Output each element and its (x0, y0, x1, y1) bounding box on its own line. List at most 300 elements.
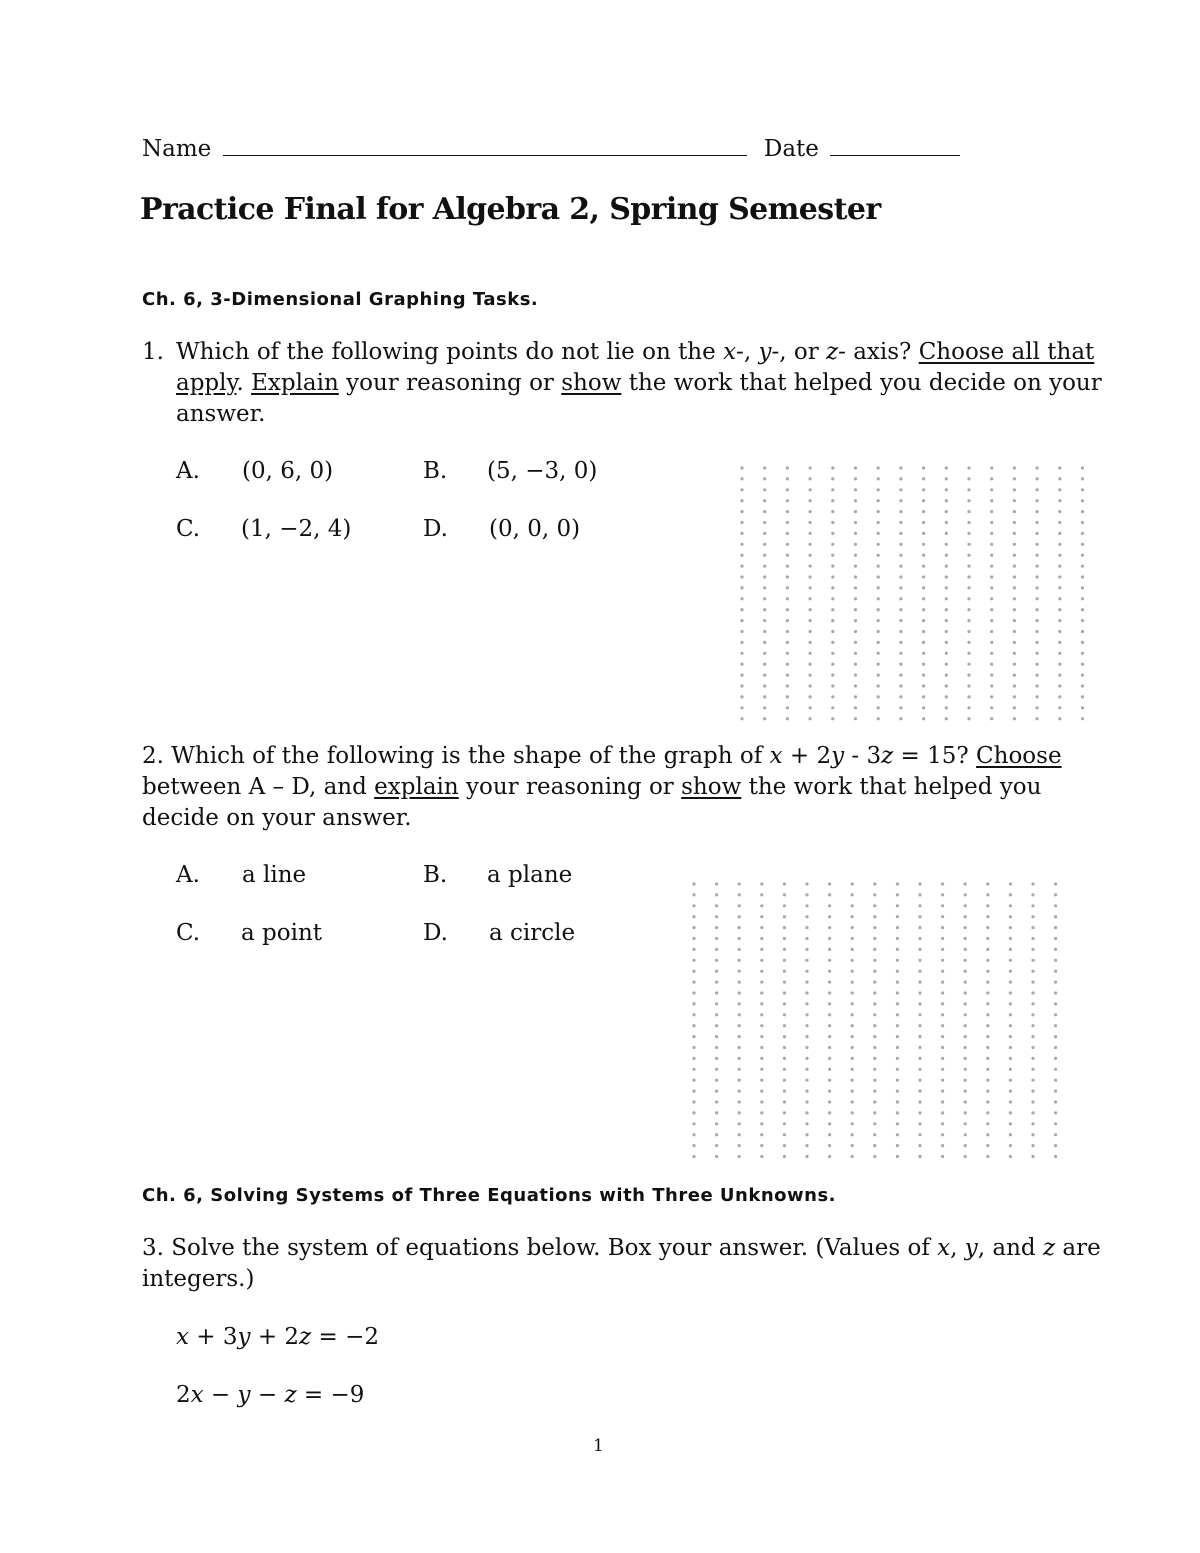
grid-dot (763, 663, 766, 666)
q1-choice-d-letter[interactable]: D. (423, 516, 448, 542)
grid-dot (760, 1002, 763, 1005)
grid-dot (760, 970, 763, 973)
grid-dot (763, 641, 766, 644)
grid-dot (945, 521, 948, 524)
grid-dot (1009, 1155, 1012, 1158)
section-heading-systems: Ch. 6, Solving Systems of Three Equations with Three Unknowns. (142, 1185, 836, 1206)
grid-dot (896, 1068, 899, 1071)
grid-dot (922, 652, 925, 655)
grid-dot (1054, 1024, 1057, 1027)
grid-dot (692, 1035, 695, 1038)
grid-dot (760, 1046, 763, 1049)
grid-dot (964, 1013, 967, 1016)
grid-dot (896, 1155, 899, 1158)
grid-dot (831, 717, 834, 720)
grid-dot (760, 991, 763, 994)
eq-text: 2 (176, 1382, 191, 1408)
grid-dot (1054, 882, 1057, 885)
grid-dot (990, 608, 993, 611)
grid-dot (990, 575, 993, 578)
q2-choice-a-letter[interactable]: A. (176, 862, 200, 888)
q1-text: the work that helped you decide on your (621, 370, 1102, 396)
grid-dot (740, 477, 743, 480)
eq-text: − (203, 1382, 238, 1408)
grid-dot (922, 543, 925, 546)
grid-dot (990, 543, 993, 546)
grid-dot (873, 1013, 876, 1016)
grid-dot (1009, 893, 1012, 896)
q2-choice-c-letter[interactable]: C. (176, 920, 201, 946)
grid-dot (1054, 893, 1057, 896)
grid-dot (1058, 532, 1061, 535)
grid-dot (945, 652, 948, 655)
grid-dot (809, 597, 812, 600)
grid-dot (922, 608, 925, 611)
grid-dot (760, 959, 763, 962)
q2-line2 (142, 772, 1041, 803)
grid-dot (1031, 1144, 1034, 1147)
grid-dot (828, 1002, 831, 1005)
grid-dot (760, 1068, 763, 1071)
grid-dot (1031, 970, 1034, 973)
grid-dot (783, 1035, 786, 1038)
grid-dot (763, 543, 766, 546)
grid-dot (1031, 915, 1034, 918)
grid-dot (763, 608, 766, 611)
grid-dot (873, 959, 876, 962)
grid-dot (1013, 608, 1016, 611)
grid-dot (828, 1155, 831, 1158)
grid-dot (805, 1133, 808, 1136)
q2-line1 (142, 741, 1062, 772)
grid-dot (760, 1144, 763, 1147)
q1-line3: answer. (176, 401, 266, 427)
q3-text: are (1055, 1235, 1101, 1261)
grid-dot (873, 1079, 876, 1082)
grid-dot (1081, 684, 1084, 687)
var-y: y (237, 1382, 251, 1408)
grid-dot (760, 1100, 763, 1103)
grid-dot (738, 1013, 741, 1016)
grid-dot (851, 1002, 854, 1005)
q2-instruction-show: show (681, 774, 742, 800)
grid-dot (945, 641, 948, 644)
grid-dot (967, 674, 970, 677)
grid-dot (896, 959, 899, 962)
grid-dot (1054, 1035, 1057, 1038)
grid-dot (783, 1155, 786, 1158)
grid-dot (899, 608, 902, 611)
grid-dot (922, 674, 925, 677)
grid-dot (1058, 565, 1061, 568)
grid-dot (809, 477, 812, 480)
grid-dot (786, 663, 789, 666)
grid-dot (809, 695, 812, 698)
grid-dot (945, 510, 948, 513)
dot-grid-q1[interactable] (730, 460, 1102, 728)
q1-choice-d-value: (0, 0, 0) (489, 516, 581, 542)
grid-dot (854, 521, 857, 524)
grid-dot (786, 652, 789, 655)
grid-dot (1058, 695, 1061, 698)
grid-dot (738, 970, 741, 973)
grid-dot (990, 488, 993, 491)
grid-dot (692, 1144, 695, 1147)
grid-dot (1081, 619, 1084, 622)
grid-dot (760, 1013, 763, 1016)
grid-dot (805, 948, 808, 951)
grid-dot (990, 466, 993, 469)
grid-dot (1013, 499, 1016, 502)
grid-dot (873, 981, 876, 984)
grid-dot (964, 991, 967, 994)
grid-dot (873, 937, 876, 940)
q1-text: . (236, 370, 252, 396)
grid-dot (783, 882, 786, 885)
q1-text: your reasoning or (338, 370, 562, 396)
grid-dot (738, 893, 741, 896)
grid-dot (945, 575, 948, 578)
grid-dot (941, 1013, 944, 1016)
grid-dot (692, 893, 695, 896)
date-label: Date (763, 136, 819, 162)
grid-dot (1031, 1090, 1034, 1093)
grid-dot (760, 1035, 763, 1038)
grid-dot (896, 893, 899, 896)
grid-dot (828, 991, 831, 994)
grid-dot (1058, 510, 1061, 513)
grid-dot (896, 1046, 899, 1049)
grid-dot (740, 608, 743, 611)
grid-dot (763, 477, 766, 480)
grid-dot (1081, 695, 1084, 698)
grid-dot (877, 488, 880, 491)
grid-dot (990, 663, 993, 666)
grid-dot (918, 937, 921, 940)
grid-dot (851, 1057, 854, 1060)
date-blank[interactable] (830, 133, 960, 156)
grid-dot (783, 1079, 786, 1082)
grid-dot (854, 717, 857, 720)
q1-choice-a-letter[interactable]: A. (176, 458, 200, 484)
grid-dot (1054, 959, 1057, 962)
grid-dot (692, 882, 695, 885)
grid-dot (854, 477, 857, 480)
grid-dot (809, 706, 812, 709)
grid-dot (1054, 904, 1057, 907)
q1-choice-b-letter[interactable]: B. (423, 458, 448, 484)
grid-dot (854, 586, 857, 589)
grid-dot (1058, 554, 1061, 557)
grid-dot (715, 926, 718, 929)
grid-dot (945, 597, 948, 600)
grid-dot (896, 1122, 899, 1125)
grid-dot (986, 915, 989, 918)
grid-dot (1009, 1090, 1012, 1093)
grid-dot (964, 1111, 967, 1114)
grid-dot (1009, 1013, 1012, 1016)
grid-dot (918, 970, 921, 973)
grid-dot (760, 1079, 763, 1082)
grid-dot (918, 1046, 921, 1049)
q1-text: -, (736, 339, 759, 365)
grid-dot (1058, 663, 1061, 666)
grid-dot (1058, 488, 1061, 491)
grid-dot (964, 1155, 967, 1158)
grid-dot (986, 948, 989, 951)
grid-dot (941, 926, 944, 929)
q1-line1 (176, 337, 1094, 368)
grid-dot (964, 1133, 967, 1136)
grid-dot (831, 532, 834, 535)
grid-dot (918, 882, 921, 885)
grid-dot (805, 1046, 808, 1049)
grid-dot (1081, 554, 1084, 557)
q1-text: Which of the following points do not lie on the (176, 339, 724, 365)
grid-dot (1031, 948, 1034, 951)
grid-dot (1009, 1024, 1012, 1027)
grid-dot (783, 1024, 786, 1027)
grid-dot (831, 575, 834, 578)
grid-dot (715, 991, 718, 994)
grid-dot (740, 586, 743, 589)
grid-dot (899, 652, 902, 655)
grid-dot (986, 1133, 989, 1136)
dot-grid-q2[interactable] (684, 876, 1076, 1168)
grid-dot (692, 926, 695, 929)
grid-dot (986, 1035, 989, 1038)
grid-dot (941, 893, 944, 896)
grid-dot (738, 1144, 741, 1147)
grid-dot (1036, 684, 1039, 687)
grid-dot (986, 893, 989, 896)
grid-dot (828, 1144, 831, 1147)
grid-dot (1081, 499, 1084, 502)
q3-line2: integers.) (142, 1266, 255, 1292)
grid-dot (738, 1002, 741, 1005)
q2-choice-b-letter[interactable]: B. (423, 862, 448, 888)
grid-dot (738, 1111, 741, 1114)
grid-dot (805, 1035, 808, 1038)
grid-dot (831, 652, 834, 655)
grid-dot (692, 1079, 695, 1082)
grid-dot (877, 695, 880, 698)
grid-dot (851, 1111, 854, 1114)
grid-dot (990, 684, 993, 687)
grid-dot (873, 1024, 876, 1027)
grid-dot (1013, 684, 1016, 687)
grid-dot (1013, 695, 1016, 698)
grid-dot (1036, 477, 1039, 480)
grid-dot (1013, 477, 1016, 480)
grid-dot (809, 499, 812, 502)
grid-dot (692, 1090, 695, 1093)
grid-dot (1009, 1122, 1012, 1125)
grid-dot (809, 554, 812, 557)
grid-dot (1054, 937, 1057, 940)
grid-dot (786, 532, 789, 535)
grid-dot (986, 904, 989, 907)
grid-dot (896, 1111, 899, 1114)
grid-dot (805, 1111, 808, 1114)
q2-choice-d-letter[interactable]: D. (423, 920, 448, 946)
q1-choice-c-letter[interactable]: C. (176, 516, 201, 542)
grid-dot (1031, 926, 1034, 929)
grid-dot (1036, 543, 1039, 546)
grid-dot (941, 1068, 944, 1071)
grid-dot (1036, 652, 1039, 655)
grid-dot (809, 575, 812, 578)
grid-dot (786, 684, 789, 687)
q3-line1 (142, 1233, 1101, 1264)
grid-dot (809, 608, 812, 611)
grid-dot (941, 1035, 944, 1038)
grid-dot (805, 1013, 808, 1016)
grid-dot (899, 586, 902, 589)
grid-dot (964, 1122, 967, 1125)
grid-dot (851, 1090, 854, 1093)
grid-dot (1081, 565, 1084, 568)
var-x: x (723, 339, 737, 365)
grid-dot (809, 717, 812, 720)
grid-dot (990, 641, 993, 644)
grid-dot (828, 926, 831, 929)
grid-dot (763, 630, 766, 633)
grid-dot (851, 915, 854, 918)
grid-dot (854, 619, 857, 622)
grid-dot (738, 882, 741, 885)
grid-dot (715, 1013, 718, 1016)
grid-dot (715, 882, 718, 885)
grid-dot (715, 1111, 718, 1114)
grid-dot (738, 948, 741, 951)
grid-dot (986, 959, 989, 962)
grid-dot (873, 991, 876, 994)
grid-dot (1031, 1122, 1034, 1125)
grid-dot (828, 959, 831, 962)
grid-dot (805, 991, 808, 994)
grid-dot (738, 1057, 741, 1060)
grid-dot (831, 543, 834, 546)
var-z: z (1042, 1235, 1056, 1261)
grid-dot (1031, 981, 1034, 984)
grid-dot (1054, 1122, 1057, 1125)
grid-dot (896, 1024, 899, 1027)
grid-dot (851, 1144, 854, 1147)
grid-dot (1058, 652, 1061, 655)
grid-dot (877, 641, 880, 644)
grid-dot (896, 1144, 899, 1147)
grid-dot (964, 959, 967, 962)
grid-dot (1054, 1057, 1057, 1060)
grid-dot (990, 499, 993, 502)
grid-dot (783, 1002, 786, 1005)
q2-text: your reasoning or (458, 774, 682, 800)
grid-dot (851, 1155, 854, 1158)
grid-dot (786, 477, 789, 480)
grid-dot (740, 532, 743, 535)
grid-dot (763, 575, 766, 578)
grid-dot (918, 915, 921, 918)
grid-dot (692, 1002, 695, 1005)
grid-dot (828, 1100, 831, 1103)
grid-dot (786, 695, 789, 698)
grid-dot (1013, 554, 1016, 557)
grid-dot (967, 554, 970, 557)
grid-dot (783, 970, 786, 973)
grid-dot (1081, 532, 1084, 535)
grid-dot (760, 904, 763, 907)
grid-dot (945, 488, 948, 491)
grid-dot (692, 1057, 695, 1060)
grid-dot (990, 619, 993, 622)
grid-dot (945, 674, 948, 677)
q2-choice-c-value: a point (241, 920, 323, 946)
grid-dot (1081, 706, 1084, 709)
grid-dot (851, 1013, 854, 1016)
grid-dot (877, 684, 880, 687)
grid-dot (715, 948, 718, 951)
grid-dot (986, 1155, 989, 1158)
grid-dot (851, 1133, 854, 1136)
grid-dot (738, 926, 741, 929)
grid-dot (990, 695, 993, 698)
grid-dot (899, 488, 902, 491)
grid-dot (740, 565, 743, 568)
grid-dot (828, 1111, 831, 1114)
grid-dot (941, 959, 944, 962)
grid-dot (1036, 532, 1039, 535)
eq-text: + 3 (188, 1324, 238, 1350)
grid-dot (692, 1155, 695, 1158)
grid-dot (922, 521, 925, 524)
grid-dot (715, 1024, 718, 1027)
grid-dot (715, 1046, 718, 1049)
grid-dot (1013, 586, 1016, 589)
grid-dot (918, 1144, 921, 1147)
grid-dot (986, 1002, 989, 1005)
grid-dot (851, 991, 854, 994)
grid-dot (1031, 1013, 1034, 1016)
grid-dot (918, 1013, 921, 1016)
grid-dot (763, 521, 766, 524)
grid-dot (851, 970, 854, 973)
grid-dot (1009, 959, 1012, 962)
grid-dot (896, 948, 899, 951)
grid-dot (692, 915, 695, 918)
grid-dot (831, 488, 834, 491)
grid-dot (964, 926, 967, 929)
grid-dot (763, 586, 766, 589)
grid-dot (786, 575, 789, 578)
grid-dot (831, 477, 834, 480)
name-blank[interactable] (223, 133, 747, 156)
q2-text: = 15? (893, 743, 977, 769)
grid-dot (809, 510, 812, 513)
grid-dot (896, 937, 899, 940)
grid-dot (854, 532, 857, 535)
grid-dot (760, 1111, 763, 1114)
grid-dot (740, 674, 743, 677)
grid-dot (828, 1079, 831, 1082)
grid-dot (760, 1024, 763, 1027)
grid-dot (692, 1013, 695, 1016)
grid-dot (1009, 1002, 1012, 1005)
grid-dot (1081, 466, 1084, 469)
grid-dot (964, 1046, 967, 1049)
q1-text: - axis? (838, 339, 919, 365)
grid-dot (809, 684, 812, 687)
